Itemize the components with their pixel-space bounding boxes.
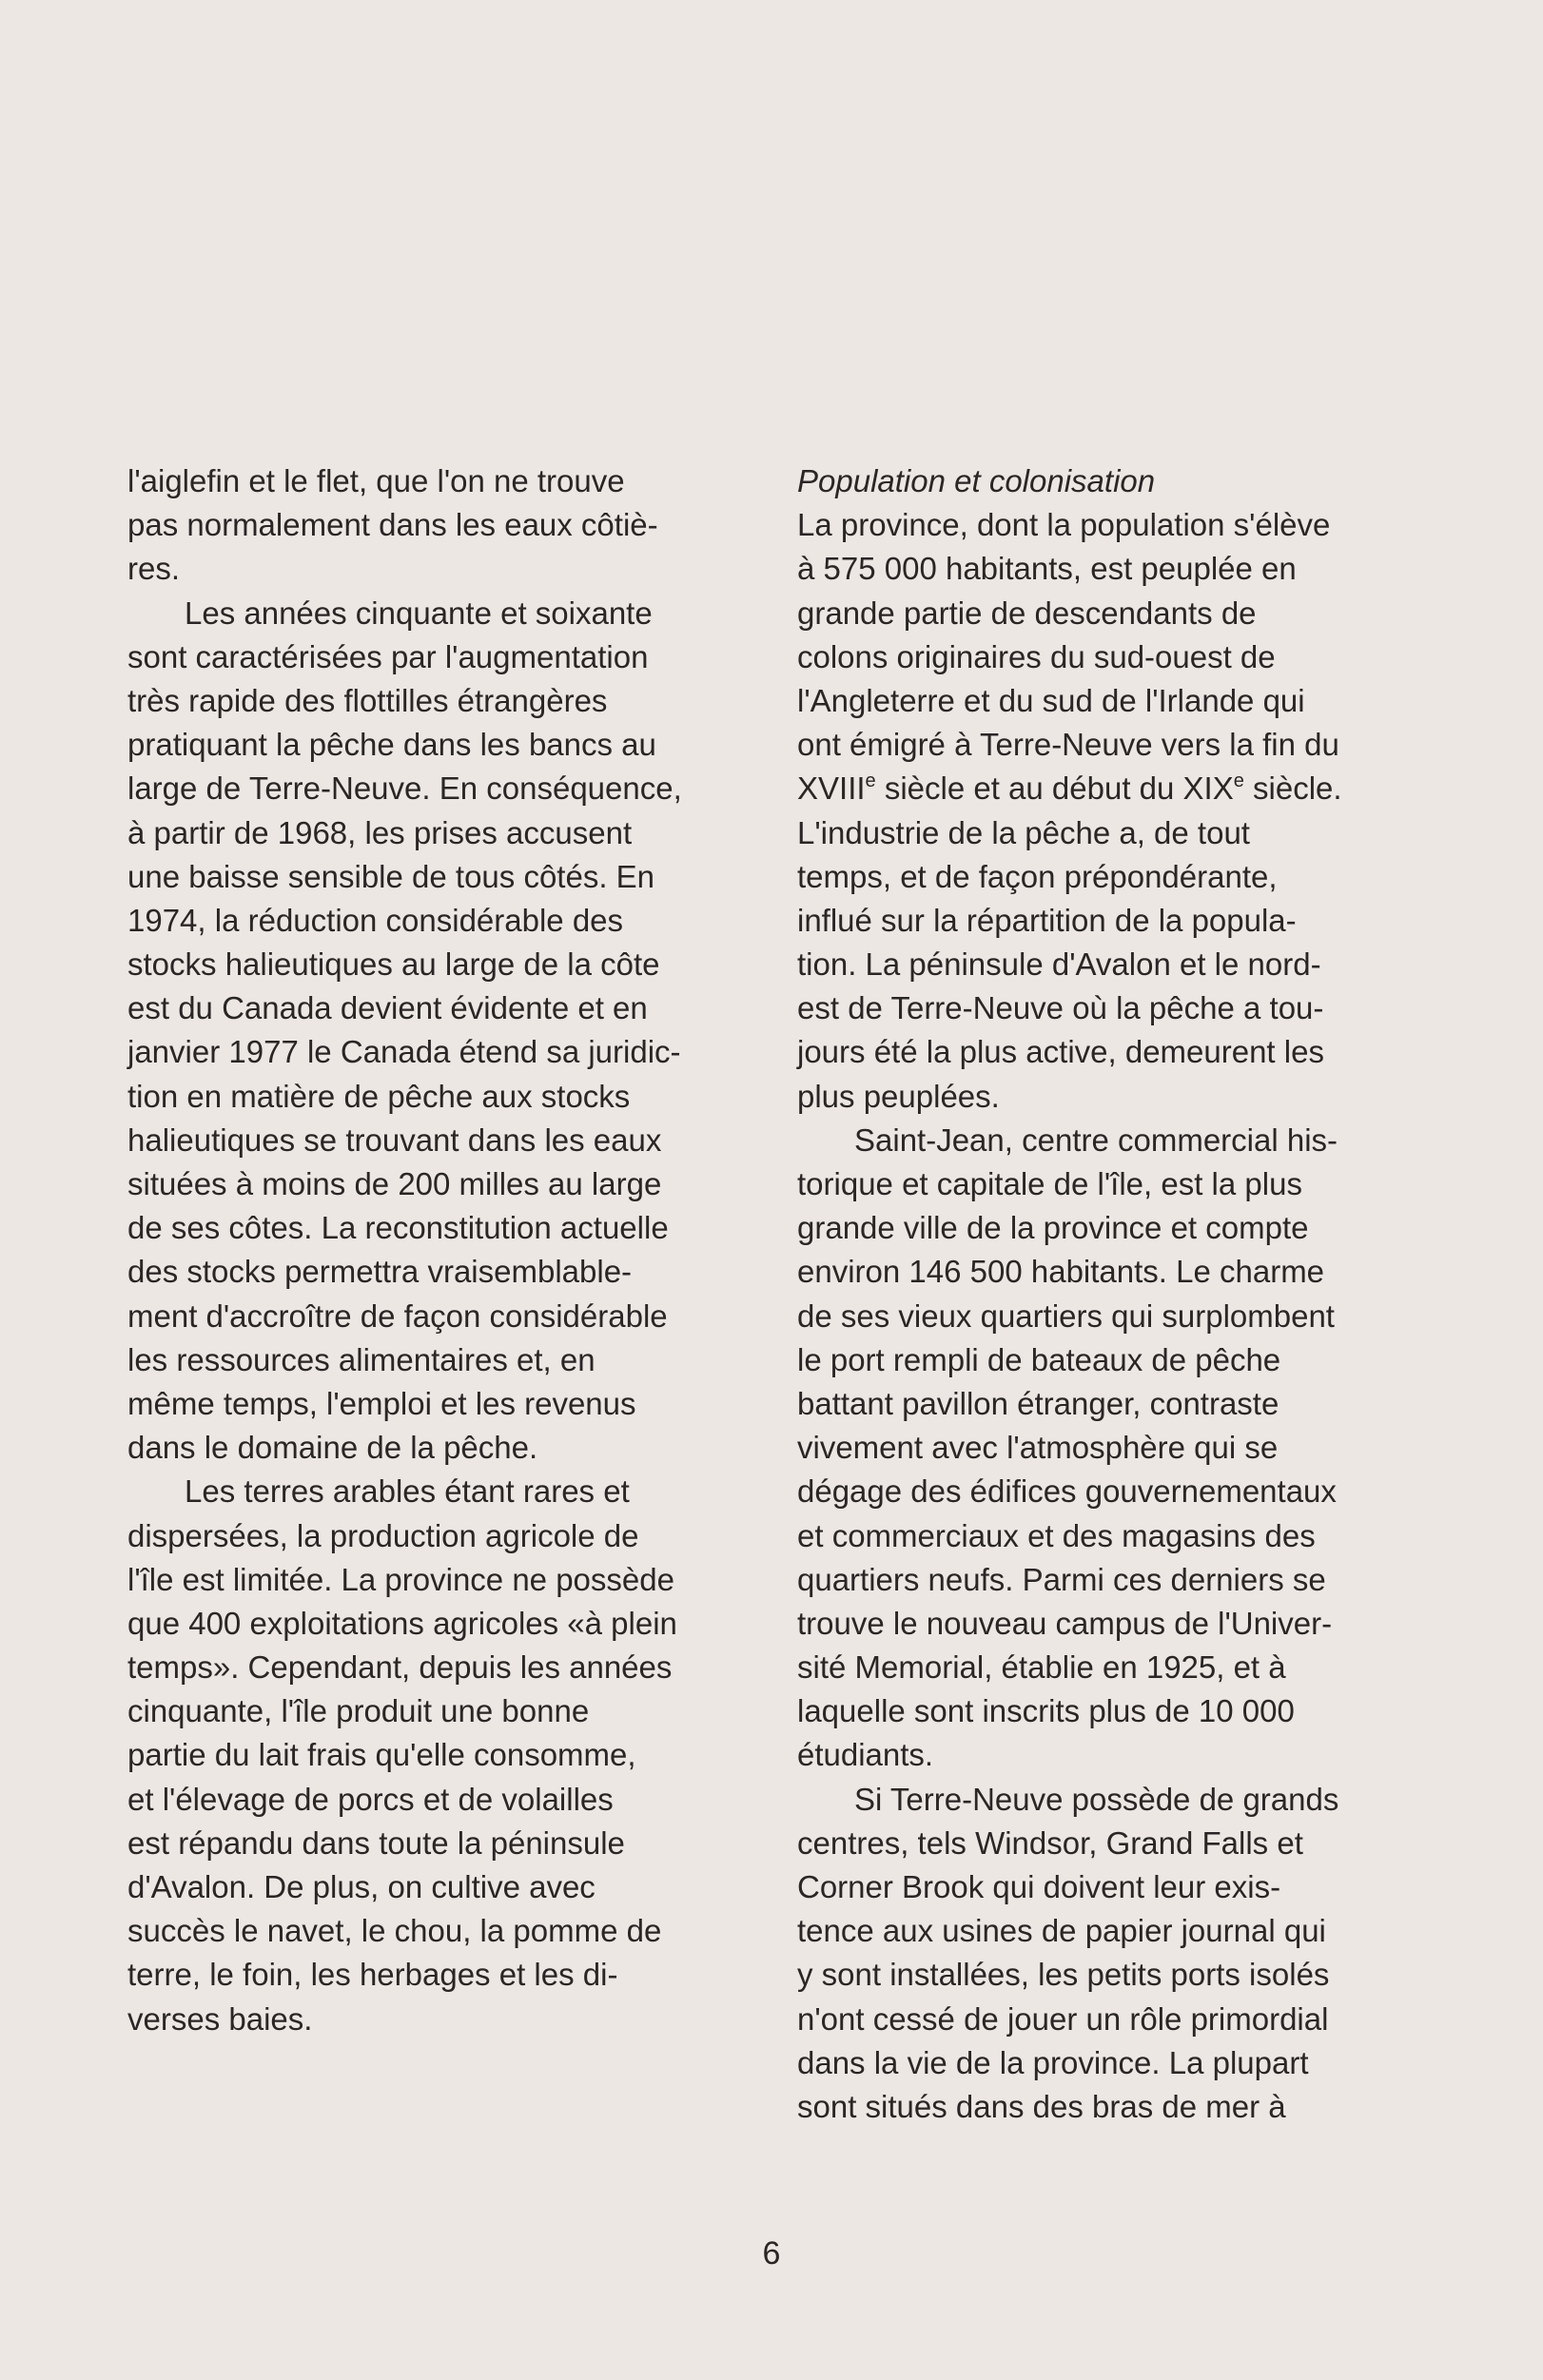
text-line: dans la vie de la province. La plupart (797, 2044, 1309, 2080)
text-line: très rapide des flottilles étrangères (127, 682, 608, 718)
text-line: n'ont cessé de jouer un rôle primordial (797, 2000, 1329, 2037)
text-line: est du Canada devient évidente et en (127, 990, 648, 1026)
text-line: large de Terre-Neuve. En conséquence, (127, 771, 682, 807)
text-line: ment d'accroître de façon considérable (127, 1297, 668, 1334)
century-text-b: siècle et au début du XIX (875, 771, 1234, 807)
text-line: tion en matière de pêche aux stocks (127, 1078, 631, 1114)
text-line: succès le navet, le chou, la pomme de (127, 1913, 662, 1949)
section-heading: Population et colonisation (797, 463, 1156, 498)
text-line: tion. La péninsule d'Avalon et le nord- (797, 946, 1321, 983)
century-line (797, 767, 1425, 810)
century-text-a: XVIII (797, 771, 866, 807)
text-line: Saint-Jean, centre commercial his- (854, 1122, 1338, 1158)
text-line: jours été la plus active, demeurent les (797, 1034, 1324, 1070)
text-line: partie du lait frais qu'elle consomme, (127, 1737, 636, 1773)
text-line: La province, dont la population s'élève (797, 507, 1331, 543)
text-line: l'Angleterre et du sud de l'Irlande qui (797, 682, 1305, 718)
text-line: à 575 000 habitants, est peuplée en (797, 551, 1297, 587)
text-line: Si Terre-Neuve possède de grands (854, 1781, 1339, 1817)
text-line: Les années cinquante et soixante (185, 595, 653, 631)
text-line: pas normalement dans les eaux côtiè- (127, 507, 658, 543)
text-line: les ressources alimentaires et, en (127, 1341, 596, 1377)
text-line: Les terres arables étant rares et (185, 1473, 630, 1510)
text-line: est de Terre-Neuve où la pêche a tou- (797, 990, 1324, 1026)
text-line: temps». Cependant, depuis les années (127, 1649, 673, 1686)
text-line: colons originaires du sud-ouest de (797, 638, 1276, 674)
text-line: cinquante, l'île produit une bonne (127, 1693, 590, 1729)
text-line: sont situés dans des bras de mer à (797, 2088, 1286, 2124)
text-line: y sont installées, les petits ports isolés (797, 1957, 1330, 1993)
text-line: temps, et de façon prépondérante, (797, 858, 1278, 894)
text-line: tence aux usines de papier journal qui (797, 1913, 1326, 1949)
text-line: l'aiglefin et le flet, que l'on ne trouve (127, 463, 625, 498)
text-line: environ 146 500 habitants. Le charme (797, 1254, 1325, 1290)
paragraph-continuation (797, 811, 1425, 2130)
century-text-c: siècle. (1243, 771, 1342, 807)
text-line: L'industrie de la pêche a, de tout (797, 814, 1250, 850)
text-line: verses baies. (127, 2000, 313, 2037)
text-line: l'île est limitée. La province ne possède (127, 1561, 674, 1597)
text-line: étudiants. (797, 1737, 934, 1773)
text-line: trouve le nouveau campus de l'Univer- (797, 1605, 1333, 1641)
text-line: janvier 1977 le Canada étend sa juridic- (127, 1034, 681, 1070)
text-line: situées à moins de 200 milles au large (127, 1166, 662, 1201)
text-line: res. (127, 551, 181, 587)
page-number: 6 (762, 2235, 781, 2272)
text-line: que 400 exploitations agricoles «à plein (127, 1605, 677, 1641)
text-line: sont caractérisées par l'augmentation (127, 638, 649, 674)
text-line: une baisse sensible de tous côtés. En (127, 858, 655, 894)
text-line: sité Memorial, établie en 1925, et à (797, 1649, 1286, 1686)
text-line: battant pavillon étranger, contraste (797, 1385, 1279, 1421)
text-line: halieutiques se trouvant dans les eaux (127, 1122, 662, 1158)
text-line: et commerciaux et des magasins des (797, 1517, 1316, 1553)
text-line: laquelle sont inscrits plus de 10 000 (797, 1693, 1295, 1729)
text-line: d'Avalon. De plus, on cultive avec (127, 1869, 596, 1904)
left-column (127, 459, 755, 2041)
text-line: est répandu dans toute la péninsule (127, 1824, 625, 1861)
text-line: dans le domaine de la pêche. (127, 1430, 538, 1466)
text-line: quartiers neufs. Parmi ces derniers se (797, 1561, 1326, 1597)
superscript-e: e (1233, 771, 1244, 792)
text-line: et l'élevage de porcs et de volailles (127, 1781, 614, 1817)
text-line: stocks halieutiques au large de la côte (127, 946, 660, 983)
text-line: pratiquant la pêche dans les bancs au (127, 727, 656, 763)
text-line: dispersées, la production agricole de (127, 1517, 639, 1553)
text-line: torique et capitale de l'île, est la plus (797, 1166, 1302, 1201)
text-line: centres, tels Windsor, Grand Falls et (797, 1824, 1303, 1861)
text-line: ont émigré à Terre-Neuve vers la fin du (797, 727, 1339, 763)
text-line: même temps, l'emploi et les revenus (127, 1385, 636, 1421)
text-line: plus peuplées. (797, 1078, 1000, 1114)
right-column (797, 459, 1425, 2129)
text-line: à partir de 1968, les prises accusent (127, 814, 633, 850)
text-line: grande partie de descendants de (797, 595, 1257, 631)
text-line: des stocks permettra vraisemblable- (127, 1254, 633, 1290)
paragraph-population (797, 503, 1425, 767)
text-line: vivement avec l'atmosphère qui se (797, 1430, 1279, 1466)
text-line: grande ville de la province et compte (797, 1210, 1309, 1246)
text-line: terre, le foin, les herbages et les di- (127, 1957, 618, 1993)
text-line: dégage des édifices gouvernementaux (797, 1473, 1337, 1510)
text-line: le port rempli de bateaux de pêche (797, 1341, 1281, 1377)
text-line: influé sur la répartition de la popula- (797, 902, 1297, 938)
superscript-e: e (865, 771, 876, 792)
text-line: de ses vieux quartiers qui surplombent (797, 1297, 1335, 1334)
text-line: 1974, la réduction considérable des (127, 902, 624, 938)
text-line: Corner Brook qui doivent leur exis- (797, 1869, 1281, 1904)
text-line: de ses côtes. La reconstitution actuelle (127, 1210, 669, 1246)
